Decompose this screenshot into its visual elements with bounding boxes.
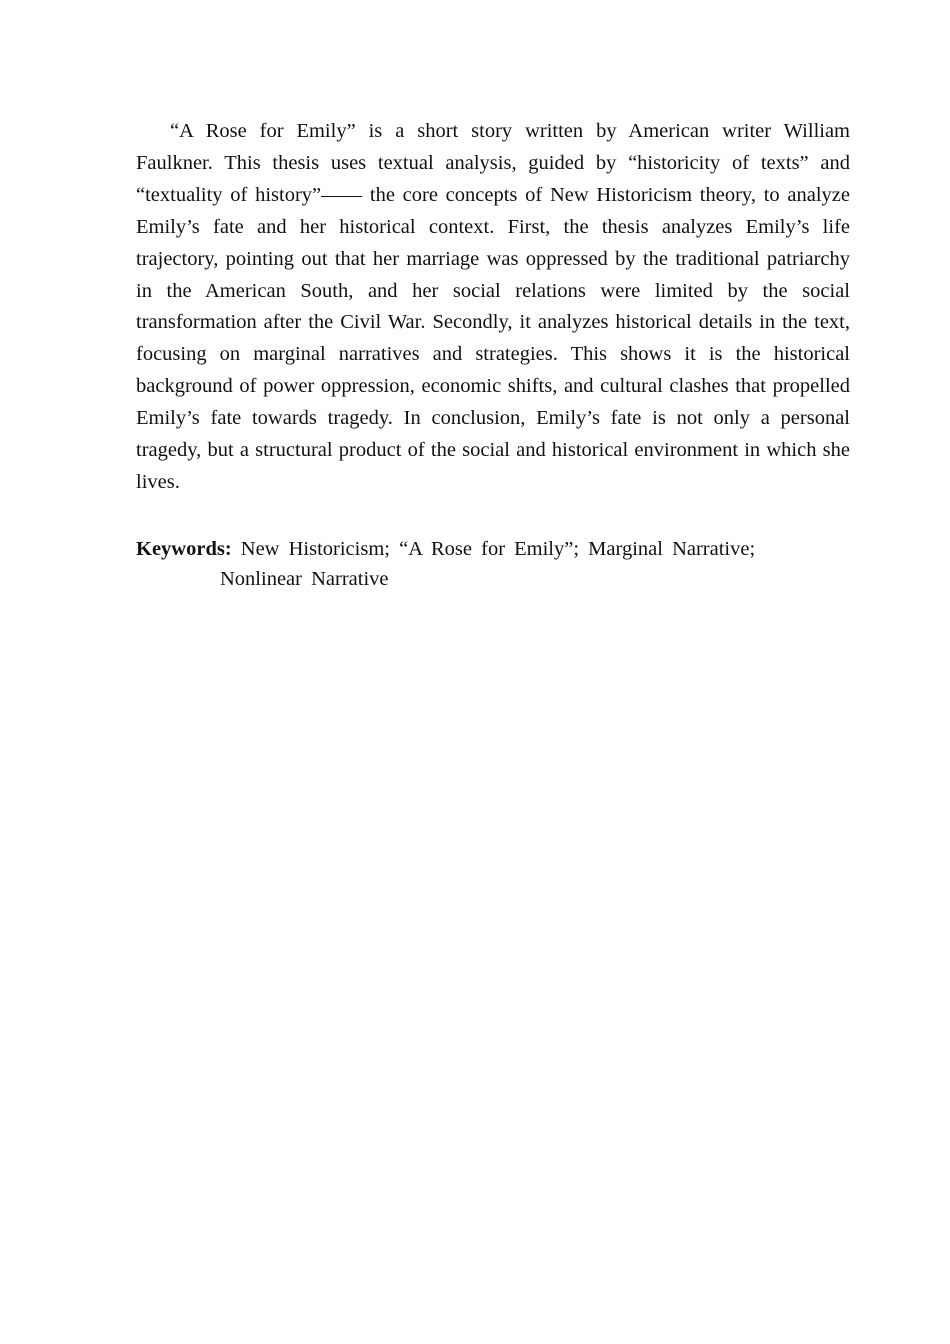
- keywords-section: [136, 534, 850, 594]
- keywords-list-line-2: Nonlinear Narrative: [220, 568, 389, 590]
- keywords-label: Keywords:: [136, 538, 232, 560]
- keywords-list-line-1: New Historicism; “A Rose for Emily”; Marginal Narrative;: [240, 538, 756, 560]
- abstract-paragraph: “A Rose for Emily” is a short story written by American writer William Faulkner. This thesis uses textual analysis, guided by “historicity of texts” and “textuality of history”—— the core concepts of New Historicism theory, to analyze Emily’s fate and her historical context. First, the thesis analyzes Emily’s life trajectory, pointing out that her marriage was oppressed by the traditional patriarchy in the American South, and her social relations were limited by the social transformation after the Civil War. Secondly, it analyzes historical details in the text, focusing on marginal narratives and strategies. This shows it is the historical background of power oppression, economic shifts, and cultural clashes that propelled Emily’s fate towards tragedy. In conclusion, Emily’s fate is not only a personal tragedy, but a structural product of the social and historical environment in which she lives.: [136, 120, 850, 493]
